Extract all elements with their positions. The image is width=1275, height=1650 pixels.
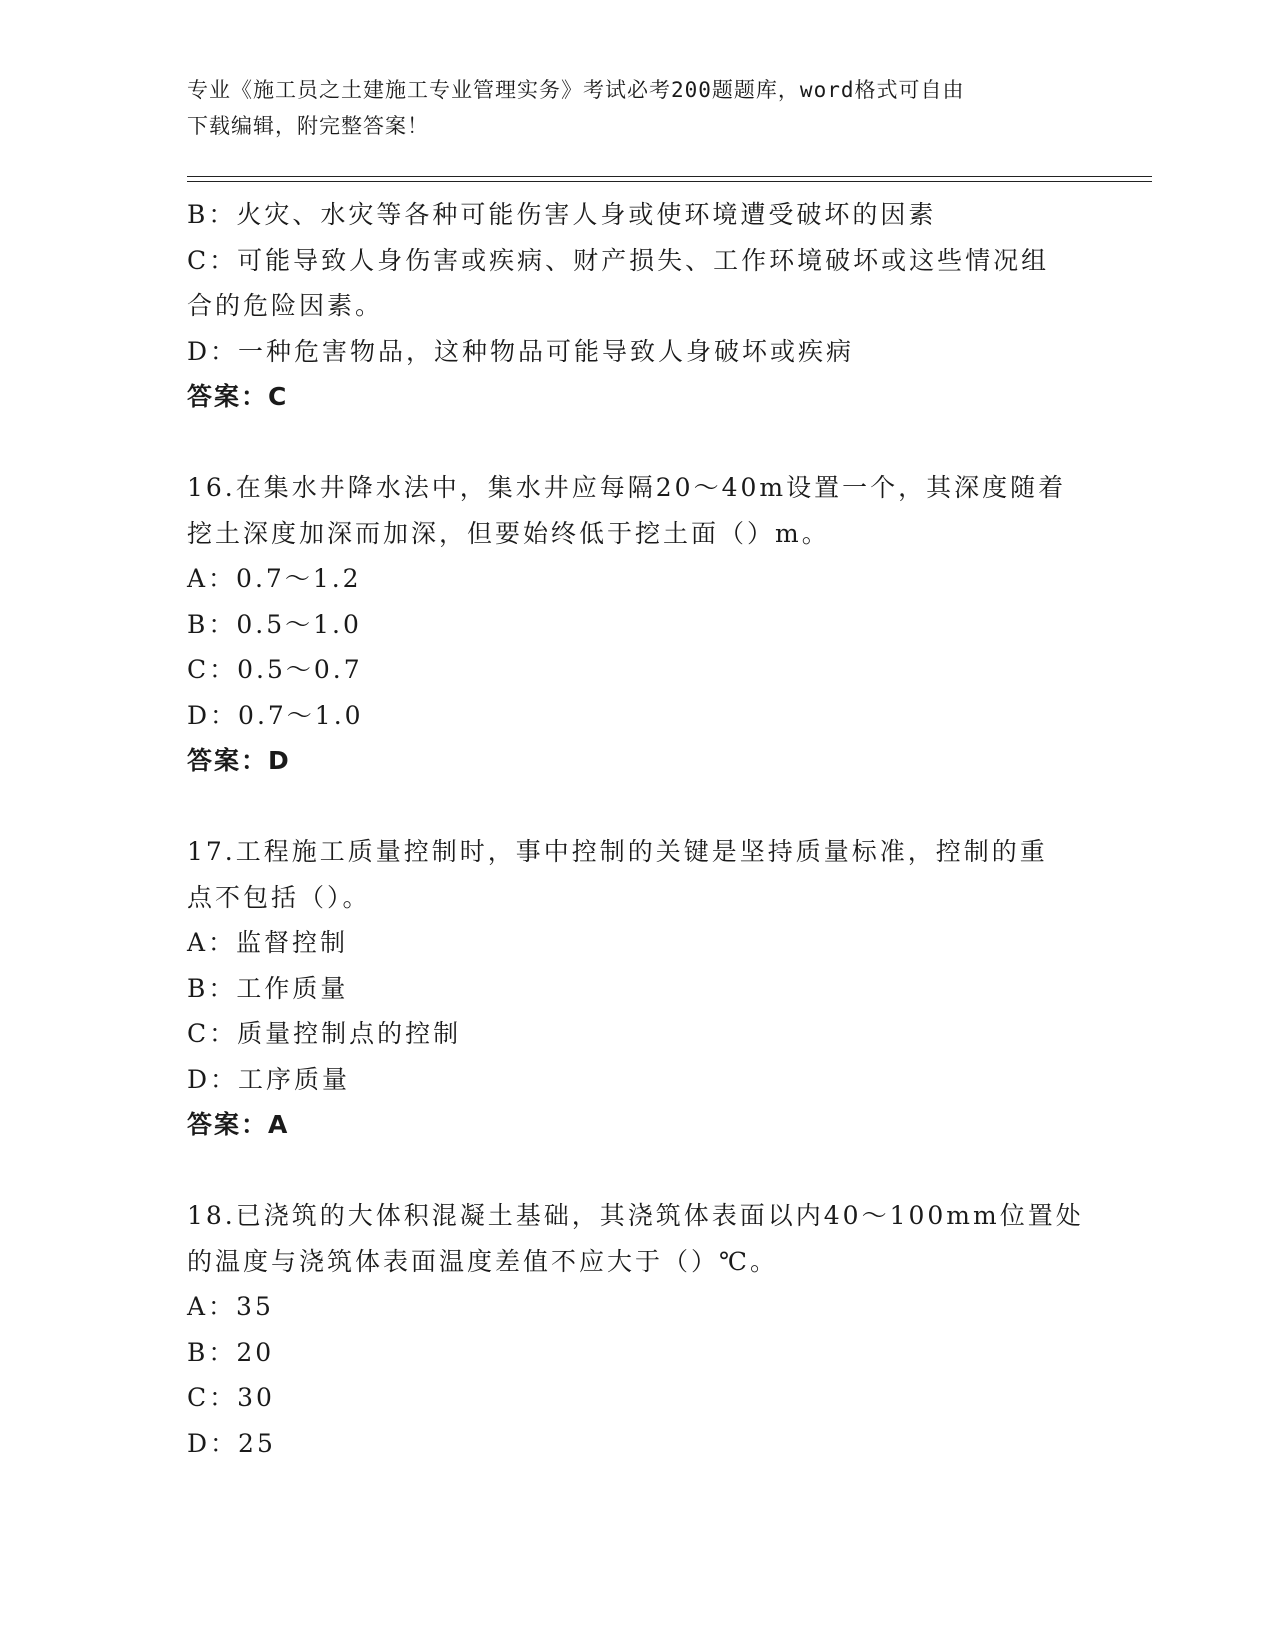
- question-stem-line-1: 16.在集水井降水法中，集水井应每隔20～40m设置一个，其深度随着: [187, 473, 1067, 502]
- question-15-continued: [187, 192, 1087, 420]
- option-c: C：0.5～0.7: [187, 655, 363, 684]
- question-stem-line-2: 挖土深度加深而加深，但要始终低于挖土面（）m。: [187, 518, 830, 548]
- header-divider-top: [187, 176, 1152, 177]
- option-b: B：火灾、水灾等各种可能伤害人身或使环境遭受破坏的因素: [187, 200, 937, 229]
- document-header: [187, 72, 1067, 144]
- option-a: A：0.7～1.2: [187, 564, 362, 593]
- option-c: C：质量控制点的控制: [187, 1019, 462, 1048]
- option-b: B：工作质量: [187, 973, 349, 1003]
- question-18: [187, 1193, 1087, 1466]
- question-stem-line-1: 17.工程施工质量控制时，事中控制的关键是坚持质量标准，控制的重: [187, 837, 1048, 866]
- option-d: D：25: [187, 1428, 276, 1458]
- option-b: B：20: [187, 1337, 275, 1367]
- answer: 答案：A: [187, 1110, 290, 1139]
- answer: 答案：D: [187, 746, 291, 775]
- option-a: A：35: [187, 1292, 274, 1321]
- option-b: B：0.5～1.0: [187, 609, 362, 639]
- question-16: [187, 465, 1087, 784]
- option-a: A：监督控制: [187, 928, 349, 957]
- option-d: D：工序质量: [187, 1064, 351, 1094]
- question-stem-line-2: 点不包括（）。: [187, 882, 371, 912]
- question-list: [187, 192, 1087, 1466]
- header-divider-bottom: [187, 181, 1152, 182]
- option-c-line-1: C：可能导致人身伤害或疾病、财产损失、工作环境破坏或这些情况组: [187, 245, 1050, 275]
- option-c-line-2: 合的危险因素。: [187, 291, 384, 320]
- answer: 答案：C: [187, 382, 289, 411]
- question-stem-line-1: 18.已浇筑的大体积混凝土基础，其浇筑体表面以内40～100mm位置处: [187, 1201, 1084, 1230]
- header-line-1: 专业《施工员之土建施工专业管理实务》考试必考200题题库，word格式可自由: [187, 78, 965, 102]
- option-c: C：30: [187, 1383, 275, 1412]
- question-stem-line-2: 的温度与浇筑体表面温度差值不应大于（）℃。: [187, 1246, 778, 1276]
- option-d: D：0.7～1.0: [187, 700, 364, 730]
- option-d: D：一种危害物品，这种物品可能导致人身破坏或疾病: [187, 336, 855, 366]
- header-line-2: 下载编辑，附完整答案！: [187, 114, 429, 138]
- question-17: [187, 829, 1087, 1148]
